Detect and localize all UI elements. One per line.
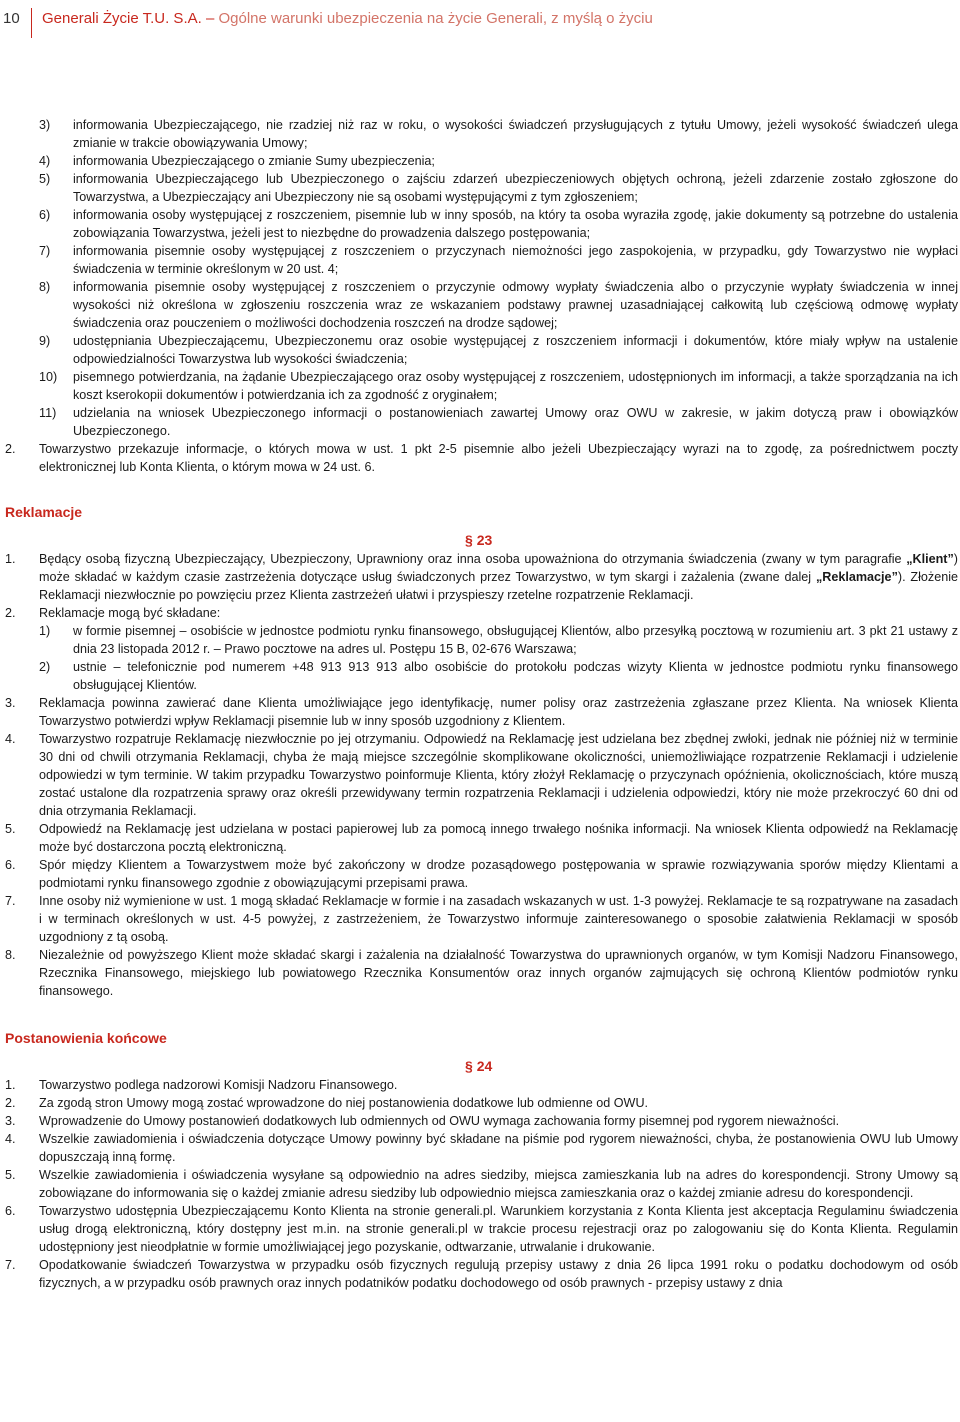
item-text: udzielania na wniosek Ubezpieczonego informacji o postanowieniach zawartej Umowy oraz OWU w zakresie, w jakim dotyczą praw i obowiązków Ubezpieczonego. (73, 406, 958, 438)
item-text: informowania osoby występującej z roszczeniem, pisemnie lub w inny sposób, na który ta osoba wyraziła zgodę, jakie dokumenty są potrzebne do ustalenia zobowiązania Towarzystwa, jeżeli jest to niezbędne do prowadzenia dalszego postępowania; (73, 208, 958, 240)
item-number: 4. (5, 1132, 16, 1146)
document-subtitle: Ogólne warunki ubezpieczenia na życie Generali, z myślą o życiu (218, 10, 653, 27)
item-number: 6. (5, 1204, 16, 1218)
item-text: Niezależnie od powyższego Klient może składać skargi i zażalenia na działalność Towarzystwa do uprawnionych organów, w tym Komisji Nadzoru Finansowego, Rzecznika Finansowego, miejskiego lub powiatowego Rzecznika Konsumentów oraz innych organów zajmujących się ochroną Klientów podmiotów rynku finansowego. (39, 948, 958, 998)
item-number: 5) (39, 172, 51, 186)
paragraph-number: 24 (476, 1058, 493, 1074)
item-text: informowania Ubezpieczającego, nie rzadziej niż raz w roku, o wysokości świadczeń przysługujących z tytułu Umowy, jeżeli wysokość świadczeń ulega zmianie w trakcie obowiązywania Umowy; (73, 118, 958, 150)
item-number: 1) (39, 624, 51, 638)
item-text: Wprowadzenie do Umowy postanowień dodatkowych lub odmiennych od OWU wymaga zachowania formy pisemnej pod rygorem nieważności. (39, 1114, 840, 1128)
term-klient: „Klient” (906, 552, 954, 566)
list-item (5, 1130, 958, 1166)
item-number: 3. (5, 1114, 16, 1128)
list-item (5, 368, 958, 404)
list-item (5, 856, 958, 892)
item-text: informowania pisemnie osoby występującej z roszczeniem o przyczynie odmowy wypłaty świadczenia albo o przyczynie wypłaty świadczenia w innej wysokości niż określona w zgłoszeniu roszczenia wraz ze wskazaniem podstawy prawnej uzasadniającej całkowitą lub częściową odmowę wypłaty świadczenia oraz pouczeniem o możliwości dochodzenia roszczeń na drodze sądowej; (73, 280, 958, 330)
item-text: Towarzystwo przekazuje informacje, o których mowa w ust. 1 pkt 2-5 pisemnie albo jeżeli Ubezpieczający wyrazi na to zgodę, za pośrednictwem poczty elektronicznej lub Konta Klienta, o którym mowa w 24 ust. 6. (39, 442, 958, 474)
list-item (5, 332, 958, 368)
page-header (0, 8, 653, 38)
item-number: 3) (39, 118, 51, 132)
item-text: Odpowiedź na Reklamację jest udzielana w postaci papierowej lub za pomocą innego trwałego nośnika informacji. Na wniosek Klienta odpowiedź na Reklamację może być dostarczona pocztą elektroniczną. (39, 822, 958, 854)
item-number: 1. (5, 1078, 16, 1092)
item-number: 8) (39, 280, 51, 294)
item-text: Opodatkowanie świadczeń Towarzystwa w przypadku osób fizycznych regulują przepisy ustawy z dnia 26 lipca 1991 roku o podatku dochodowym od osób fizycznych, a w przypadku osób prawnych oraz innych podatników podatku dochodowego od osób prawnych - przepisy ustawy z dnia (39, 1258, 958, 1290)
item-number: 1. (5, 552, 16, 566)
text-segment: Będący osobą fizyczną Ubezpieczający, Ubezpieczony, Uprawniony oraz inna osoba upoważniona do otrzymania świadczenia (zwany w tym paragrafie (39, 552, 907, 566)
list-item (5, 170, 958, 206)
item-text: ustnie – telefonicznie pod numerem +48 913 913 913 albo osobiście do protokołu podczas wizyty Klienta w jednostce podmiotu rynku finansowego obsługującej Klientów. (73, 660, 958, 692)
item-text: Za zgodą stron Umowy mogą zostać wprowadzone do niej postanowienia dodatkowe lub odmienne od OWU. (39, 1096, 649, 1110)
list-item (5, 1202, 958, 1256)
item-number: 7) (39, 244, 51, 258)
list-item (5, 1166, 958, 1202)
document-body (5, 116, 958, 1292)
item-number: 3. (5, 696, 16, 710)
item-number: 5. (5, 822, 16, 836)
reklamacje-rest (5, 694, 958, 1000)
text-segment: ) może składać w każdym czasie zastrzeżenia dotyczące usług świadczonych przez Towarzystwo, w tym skargi i zażalenia (zwane dalej (39, 552, 958, 584)
list-item (5, 622, 958, 658)
list-item (5, 1094, 958, 1112)
item-text: udostępniania Ubezpieczającemu, Ubezpieczonemu oraz osobie występującej z roszczeniem informacji i dokumentów, które miały wpływ na ustalenie odpowiedzialności Towarzystwa lub wysokości świadczenia; (73, 334, 958, 366)
item-text: Reklamacja powinna zawierać dane Klienta umożliwiające jego identyfikację, numer polisy oraz zastrzeżenia zgłaszane przez Klienta. Na wniosek Klienta Towarzystwo potwierdzi wpływ Reklamacji pisemnie lub w inny sposób uzgodniony z Klientem. (39, 696, 958, 728)
reklamacje-point-1 (5, 550, 958, 604)
item-number: 4. (5, 732, 16, 746)
list-item (5, 892, 958, 946)
item-text: Reklamacje mogą być składane: (39, 606, 221, 620)
item-number: 6. (5, 858, 16, 872)
item-text: Wszelkie zawiadomienia i oświadczenia dotyczące Umowy powinny być składane na piśmie pod rygorem nieważności, chyba, że postanowienia OWU lub Umowy dopuszczają inną formę. (39, 1132, 958, 1164)
section-title-postanowienia: Postanowienia końcowe (5, 1030, 167, 1046)
page-number: 10 (3, 10, 20, 27)
list-item (5, 1112, 958, 1130)
item-number: 7. (5, 1258, 16, 1272)
item-text (39, 550, 958, 604)
item-text: informowania Ubezpieczającego o zmianie Sumy ubezpieczenia; (73, 154, 435, 168)
company-name: Generali Życie T.U. S.A. (42, 10, 202, 27)
item-number: 11) (39, 406, 57, 420)
term-reklamacje: „Reklamacje” (815, 570, 898, 584)
section-title-reklamacje: Reklamacje (5, 504, 83, 520)
paragraph-number: 23 (476, 532, 493, 548)
item-number: 2. (5, 1096, 16, 1110)
list-item (5, 242, 958, 278)
item-text: informowania Ubezpieczającego lub Ubezpieczonego o zajściu zdarzeń ubezpieczeniowych objętych ochroną, jeżeli zdarzenie zostało zgłoszone do Towarzystwa, a Ubezpieczający ani Ubezpieczony nie są osobami występującymi z tym zgłoszeniem; (73, 172, 958, 204)
paragraph-mark-24: § 24 (465, 1058, 493, 1074)
item-text: Towarzystwo rozpatruje Reklamację niezwłocznie po jej otrzymaniu. Odpowiedź na Reklamację jest udzielana bez zbędnej zwłoki, jednak nie później niż w terminie 30 dni od chwili otrzymania Reklamacji, chyba że mają miejsce szczególnie skomplikowane okoliczności, uniemożliwiające rozpatrzenie Reklamacji i udzielenie odpowiedzi w tym terminie. W takim przypadku Towarzystwo poinformuje Klienta, który złożył Reklamację o przyczynach opóźnienia, okolicznościach, które muszą zostać ustalone dla rozpatrzenia sprawy oraz określi przewidywany termin rozpatrzenia Reklamacji i udzielenia odpowiedzi, który nie może przekroczyć 60 dni od dnia otrzymania Reklamacji. (39, 732, 958, 818)
item-number: 10) (39, 370, 58, 384)
header-dash: – (201, 10, 219, 27)
list-item (5, 206, 958, 242)
item-text: Inne osoby niż wymienione w ust. 1 mogą składać Reklamacje w formie i na zasadach wskazanych w ust. 1-3 powyżej. Reklamacje te są rozpatrywane na zasadach i w terminach określonych w ust. 4-5 powyżej, z zastrzeżeniem, że Towarzystwo informuje zainteresowanego o sposobie załatwienia Reklamacji w sposób uzgodniony z tą osobą. (39, 894, 958, 944)
intro-point-2 (5, 440, 958, 476)
item-number: 7. (5, 894, 16, 908)
list-item (5, 116, 958, 152)
reklamacje-subitems (5, 622, 958, 694)
item-text: pisemnego potwierdzania, na żądanie Ubezpieczającego oraz osoby występującej z roszczeniem, udostępnionych im informacji, a także sporządzania na ich koszt kserokopii dokumentów i potwierdzania ich za zgodność z oryginałem; (73, 370, 958, 402)
item-number: 5. (5, 1168, 16, 1182)
list-item (5, 152, 958, 170)
item-text: Towarzystwo udostępnia Ubezpieczającemu Konto Klienta na stronie generali.pl. Warunkiem korzystania z Konta Klienta jest akceptacja Regulaminu świadczenia usług drogą elektroniczną, który dostępny jest m.in. na stronie generali.pl w trakcie procesu rejestracji oraz po zalogowaniu się do Konta Klienta. Regulamin udostępniony jest nieodpłatnie w formie umożliwiającej jego pozyskanie, odtwarzanie, utrwalanie i drukowanie. (39, 1204, 958, 1254)
header-title (42, 8, 653, 30)
item-number: 2. (5, 442, 16, 456)
item-text: Wszelkie zawiadomienia i oświadczenia wysyłane są odpowiednio na adres siedziby, miejsca zamieszkania lub na adres do korespondencji. Strony Umowy są zobowiązane do informowania się o każdej zmianie adresu siedziby lub odpowiednio miejsca zamieszkania oraz o każdej zmianie adresu do korespondencji. (39, 1168, 958, 1200)
item-number: 9) (39, 334, 51, 348)
item-number: 6) (39, 208, 51, 222)
list-item (5, 278, 958, 332)
paragraph-mark-23: § 23 (465, 532, 493, 548)
item-text: Towarzystwo podlega nadzorowi Komisji Nadzoru Finansowego. (39, 1078, 398, 1092)
reklamacje-point-2 (5, 604, 958, 622)
item-number: 2. (5, 606, 16, 620)
item-text: informowania pisemnie osoby występującej z roszczeniem o przyczynach niemożności jego zaspokojenia, w przypadku, gdy Towarzystwo nie wypłaci świadczenia w terminie określonym w 20 ust. 4; (73, 244, 958, 276)
item-number: 2) (39, 660, 51, 674)
list-item (5, 820, 958, 856)
list-item (5, 730, 958, 820)
list-item (5, 1256, 958, 1292)
list-item (5, 946, 958, 1000)
list-item (5, 1076, 958, 1094)
list-item (5, 694, 958, 730)
header-divider (31, 8, 32, 38)
postanowienia-list (5, 1076, 958, 1292)
item-number: 4) (39, 154, 51, 168)
item-number: 8. (5, 948, 16, 962)
list-item (5, 658, 958, 694)
text-segment: ). Złożenie Reklamacji niezwłocznie po powzięciu przez Klienta zastrzeżeń ułatwi i przyspieszy rzetelne rozpatrzenie Reklamacji. (39, 570, 959, 602)
item-text: Spór między Klientem a Towarzystwem może być zakończony w drodze pozasądowego postępowania w sprawie rozwiązywania sporów między Klientami a podmiotami rynku finansowego zgodnie z obowiązującymi przepisami prawa. (39, 858, 958, 890)
list-item (5, 404, 958, 440)
item-text: w formie pisemnej – osobiście w jednostce podmiotu rynku finansowego, obsługującej Klientów, albo przesyłką pocztową w rozumieniu art. 3 pkt 21 ustawy z dnia 23 listopada 2012 r. – Prawo pocztowe na adres ul. Postępu 15 B, 02-676 Warszawa; (73, 624, 958, 656)
intro-list (5, 116, 958, 440)
